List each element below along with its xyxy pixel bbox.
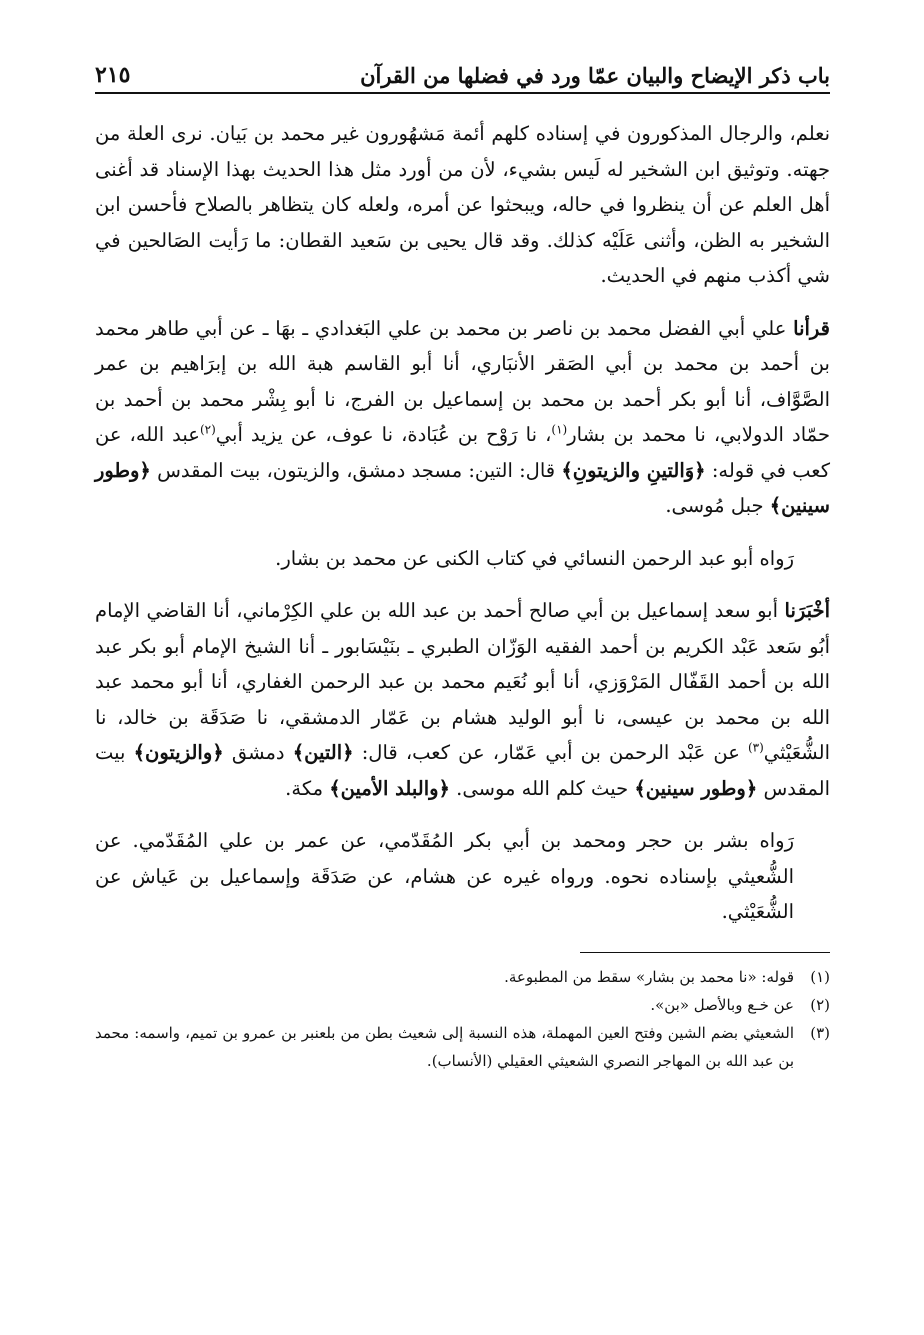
running-title: باب ذكر الإيضاح والبيان عمّا ورد في فضلها من القرآن <box>360 63 830 88</box>
footnote-marker: (١) <box>551 422 568 437</box>
text-run: دمشق <box>223 741 293 764</box>
footnote-marker: (٢) <box>199 422 216 437</box>
footnote <box>95 963 830 991</box>
footnote <box>95 1019 830 1075</box>
text-run: رَواه بشر بن حجر ومحمد بن أبي بكر المُقَدّمي، عن عمر بن علي المُقَدّمي. عن الشُّعيثي بإسناده نحوه. ورواه غيره عن هشام، عن صَدَقَة وإسماعيل بن عَياش عن الشُّعَيْثي. <box>95 829 794 923</box>
running-header <box>95 44 830 94</box>
book-page <box>95 44 830 1304</box>
isnad-lead-word: قرأنا <box>793 316 830 340</box>
footnote-number: (٢) <box>810 995 830 1014</box>
quran-quote: ﴿التين﴾ <box>292 741 354 764</box>
text-run: رَواه أبو عبد الرحمن النسائي في كتاب الكنى عن محمد بن بشار. <box>275 546 794 570</box>
page-number: ٢١٥ <box>95 62 131 88</box>
text-run: ، نا رَوْح بن عُبَادة، نا عوف، عن يزيد أبي <box>215 423 552 446</box>
footnote-text: قوله: «نا محمد بن بشار» سقط من المطبوعة. <box>504 967 794 986</box>
paragraph-commentary <box>95 116 830 294</box>
quran-quote: ﴿والبلد الأمين﴾ <box>329 776 450 800</box>
footnote-text: عن خـع وبالأصل «بن». <box>650 995 794 1014</box>
quran-quote: ﴿والزيتون﴾ <box>133 741 224 764</box>
quran-quote: ﴿وطور سينين﴾ <box>634 776 758 800</box>
paragraph-narration <box>95 541 830 577</box>
text-run: علي أبي الفضل محمد بن ناصر بن محمد بن علي البَغدادي ـ بهَا ـ عن أبي طاهر محمد بن أحمد بن محمد بن أبي الصَقر الأنبَاري، أنا أبو القاسم هبة الله بن إبرَاهيم بن عمر الصَّوَّاف، أنا أبو بكر أحمد بن محمد بن إسماعيل بن الفرج، نا أبو بِشْر محمد بن أحمد بن حمّاد الدولابي، نا محمد بن بشار <box>95 316 830 446</box>
text-run: حيث كلم الله موسى. <box>449 776 635 800</box>
text-run: عبد الله، عن كعب في قوله: <box>95 423 830 482</box>
text-run: بيت المقدس <box>95 741 830 800</box>
main-text <box>95 116 830 930</box>
footnotes-list <box>95 963 830 1075</box>
text-run: مكة. <box>285 776 330 800</box>
text-run: نعلم، والرجال المذكورون في إسناده كلهم أئمة مَشهُورون غير محمد بن بَيان. نرى العلة من جهته. وتوثيق ابن الشخير له لَيس بشيء، لأن من أورد مثل هذا الحديث بهذا الإسناد قد أغنى أهل العلم عن أن ينظروا في حاله، ويبحثوا عن أمره، ولعله كان يتظاهر بالصلاح فأحسن ابن الشخير به الظن، وأثنى عَلَيْه كذلك. وقد قال يحيى بن سَعيد القطان: ما رَأيت الصَالحين في شي أكذب منهم في الحديث. <box>95 122 830 287</box>
footnote-number: (٣) <box>810 1023 830 1042</box>
isnad-lead-word: أخْبَرَنا <box>784 599 830 622</box>
footnote <box>95 991 830 1019</box>
footnote-text: الشعيثي بضم الشين وفتح العين المهملة، هذه النسبة إلى شعيث بطن من بلعنبر بن عمرو بن تميم، واسمه: محمد بن عبد الله بن المهاجر النصري الشعيثي العقيلي (الأنساب). <box>95 1023 794 1070</box>
footnote-marker: (٣) <box>747 740 764 755</box>
text-run: عن عَبْد الرحمن بن أبي عَمّار، عن كعب، قال: <box>353 741 748 764</box>
text-run: جبل مُوسى. <box>665 494 770 517</box>
paragraph-isnad <box>95 311 830 524</box>
paragraph-narration <box>95 823 830 930</box>
footnote-divider <box>580 952 830 953</box>
text-run: قال: التين: مسجد دمشق، والزيتون، بيت المقدس <box>150 458 562 482</box>
quran-quote: ﴿وَالتينِ والزيتونِ﴾ <box>561 458 706 482</box>
footnote-number: (١) <box>810 967 830 986</box>
text-run: أبو سعد إسماعيل بن أبي صالح أحمد بن عبد الله بن علي الكِرْماني، أنا القاضي الإمام أبُو سَعد عَبْد الكريم بن أحمد الفقيه الوَزّان الطبري ـ بنَيْسَابور ـ أنا الشيخ الإمام أبو بكر عبد الله بن أحمد القَفّال المَرْوَزي، أنا أبو نُعَيم محمد بن عبد الرحمن الغفاري، أنا أبو محمد عبد الله بن محمد بن عيسى، نا أبو الوليد هشام بن عَمّار الدمشقي، نا صَدَقَة بن خالد، نا الشُّعَيْثي <box>95 599 830 764</box>
paragraph-isnad <box>95 593 830 806</box>
quran-quote: ﴿وطور سينين﴾ <box>95 458 830 517</box>
